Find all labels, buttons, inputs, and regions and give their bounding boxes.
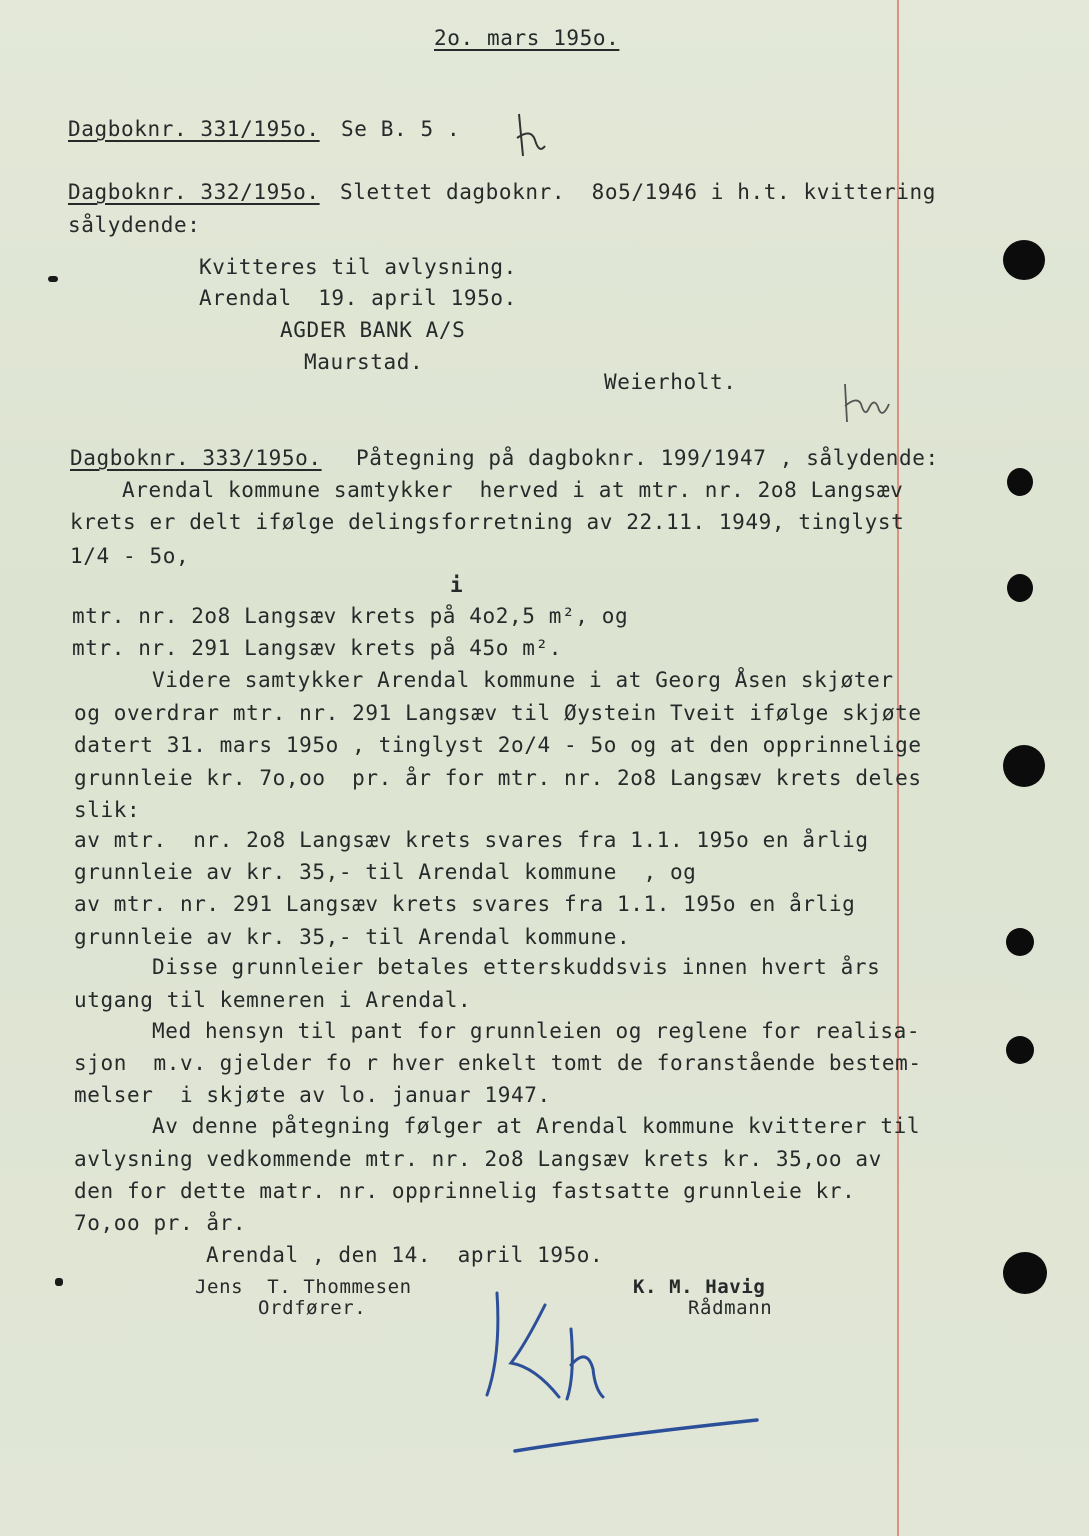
entry-line: mtr. nr. 2o8 Langsæv krets på 4o2,5 m², og <box>72 604 629 628</box>
entry-line: grunnleie av kr. 35,- til Arendal kommune , og <box>74 860 697 884</box>
entry-line: slik: <box>74 798 141 822</box>
entry-line: Disse grunnleier betales etterskuddsvis innen hvert års <box>152 955 881 979</box>
entry-line: avlysning vedkommende mtr. nr. 2o8 Langsæv krets kr. 35,oo av <box>74 1147 882 1171</box>
entry-line: og overdrar mtr. nr. 291 Langsæv til Øystein Tveit ifølge skjøte <box>74 701 922 725</box>
entry-line: Maurstad. <box>304 350 424 374</box>
entry-line: av mtr. nr. 291 Langsæv krets svares fra 1.1. 195o en årlig <box>74 892 856 916</box>
signatory-name: K. M. Havig <box>633 1276 766 1298</box>
page-date: 2o. mars 195o. <box>434 26 620 50</box>
entry-line: krets er delt ifølge delingsforretning av 22.11. 1949, tinglyst <box>70 510 905 534</box>
entry-ref: Dagboknr. 332/195o. <box>68 180 320 204</box>
entry-line: Videre samtykker Arendal kommune i at Georg Åsen skjøter <box>152 668 894 692</box>
entry-line: 1/4 - 5o, <box>70 544 190 568</box>
entry-text: Påtegning på dagboknr. 199/1947 , sålydende: <box>356 446 939 470</box>
entry-line: mtr. nr. 291 Langsæv krets på 45o m². <box>72 636 562 660</box>
entry-line: datert 31. mars 195o , tinglyst 2o/4 - 5o og at den opprinnelige <box>74 733 922 757</box>
entry-line: melser i skjøte av lo. januar 1947. <box>74 1083 551 1107</box>
entry-line: i <box>450 573 464 597</box>
entry-line: Kvitteres til avlysning. <box>199 255 517 279</box>
punch-hole <box>1007 574 1033 602</box>
signatory-title: Rådmann <box>688 1297 773 1319</box>
entry-text: Se B. 5 . <box>341 117 461 141</box>
punch-hole <box>1006 1036 1034 1064</box>
entry-line: grunnleie kr. 7o,oo pr. år for mtr. nr. 2o8 Langsæv krets deles <box>74 766 922 790</box>
entry-line: Weierholt. <box>604 370 737 394</box>
entry-ref: Dagboknr. 333/195o. <box>70 446 322 470</box>
entry-text: Slettet dagboknr. 8o5/1946 i h.t. kvittering <box>340 180 936 204</box>
entry-line: 7o,oo pr. år. <box>74 1211 247 1235</box>
punch-hole <box>1003 1252 1047 1294</box>
entry-line: AGDER BANK A/S <box>280 318 466 342</box>
entry-line: Av denne påtegning følger at Arendal kommune kvitterer til <box>152 1114 921 1138</box>
ink-mark <box>48 276 58 282</box>
entry-ref: Dagboknr. 331/195o. <box>68 117 320 141</box>
punch-hole <box>1007 468 1033 496</box>
entry-line: Arendal , den 14. april 195o. <box>206 1243 604 1267</box>
entry-line: Arendal 19. april 195o. <box>199 286 517 310</box>
punch-hole <box>1003 745 1045 787</box>
entry-line: den for dette matr. nr. opprinnelig fastsatte grunnleie kr. <box>74 1179 856 1203</box>
handwritten-initials <box>505 110 555 160</box>
entry-line: sålydende: <box>68 213 201 237</box>
signatory-title: Ordfører. <box>258 1297 367 1319</box>
ink-mark <box>55 1278 63 1286</box>
entry-line: Med hensyn til pant for grunnleien og reglene for realisa- <box>152 1019 921 1043</box>
handwritten-initials <box>835 378 895 428</box>
punch-hole <box>1003 240 1045 280</box>
signatory-name: Jens T. Thommesen <box>195 1276 412 1298</box>
entry-line: sjon m.v. gjelder fo r hver enkelt tomt de foranstående bestem- <box>74 1051 922 1075</box>
entry-line: av mtr. nr. 2o8 Langsæv krets svares fra 1.1. 195o en årlig <box>74 828 869 852</box>
punch-hole <box>1006 928 1034 956</box>
entry-line: Arendal kommune samtykker herved i at mtr. nr. 2o8 Langsæv <box>122 478 904 502</box>
entry-line: grunnleie av kr. 35,- til Arendal kommune. <box>74 925 631 949</box>
entry-line: utgang til kemneren i Arendal. <box>74 988 472 1012</box>
